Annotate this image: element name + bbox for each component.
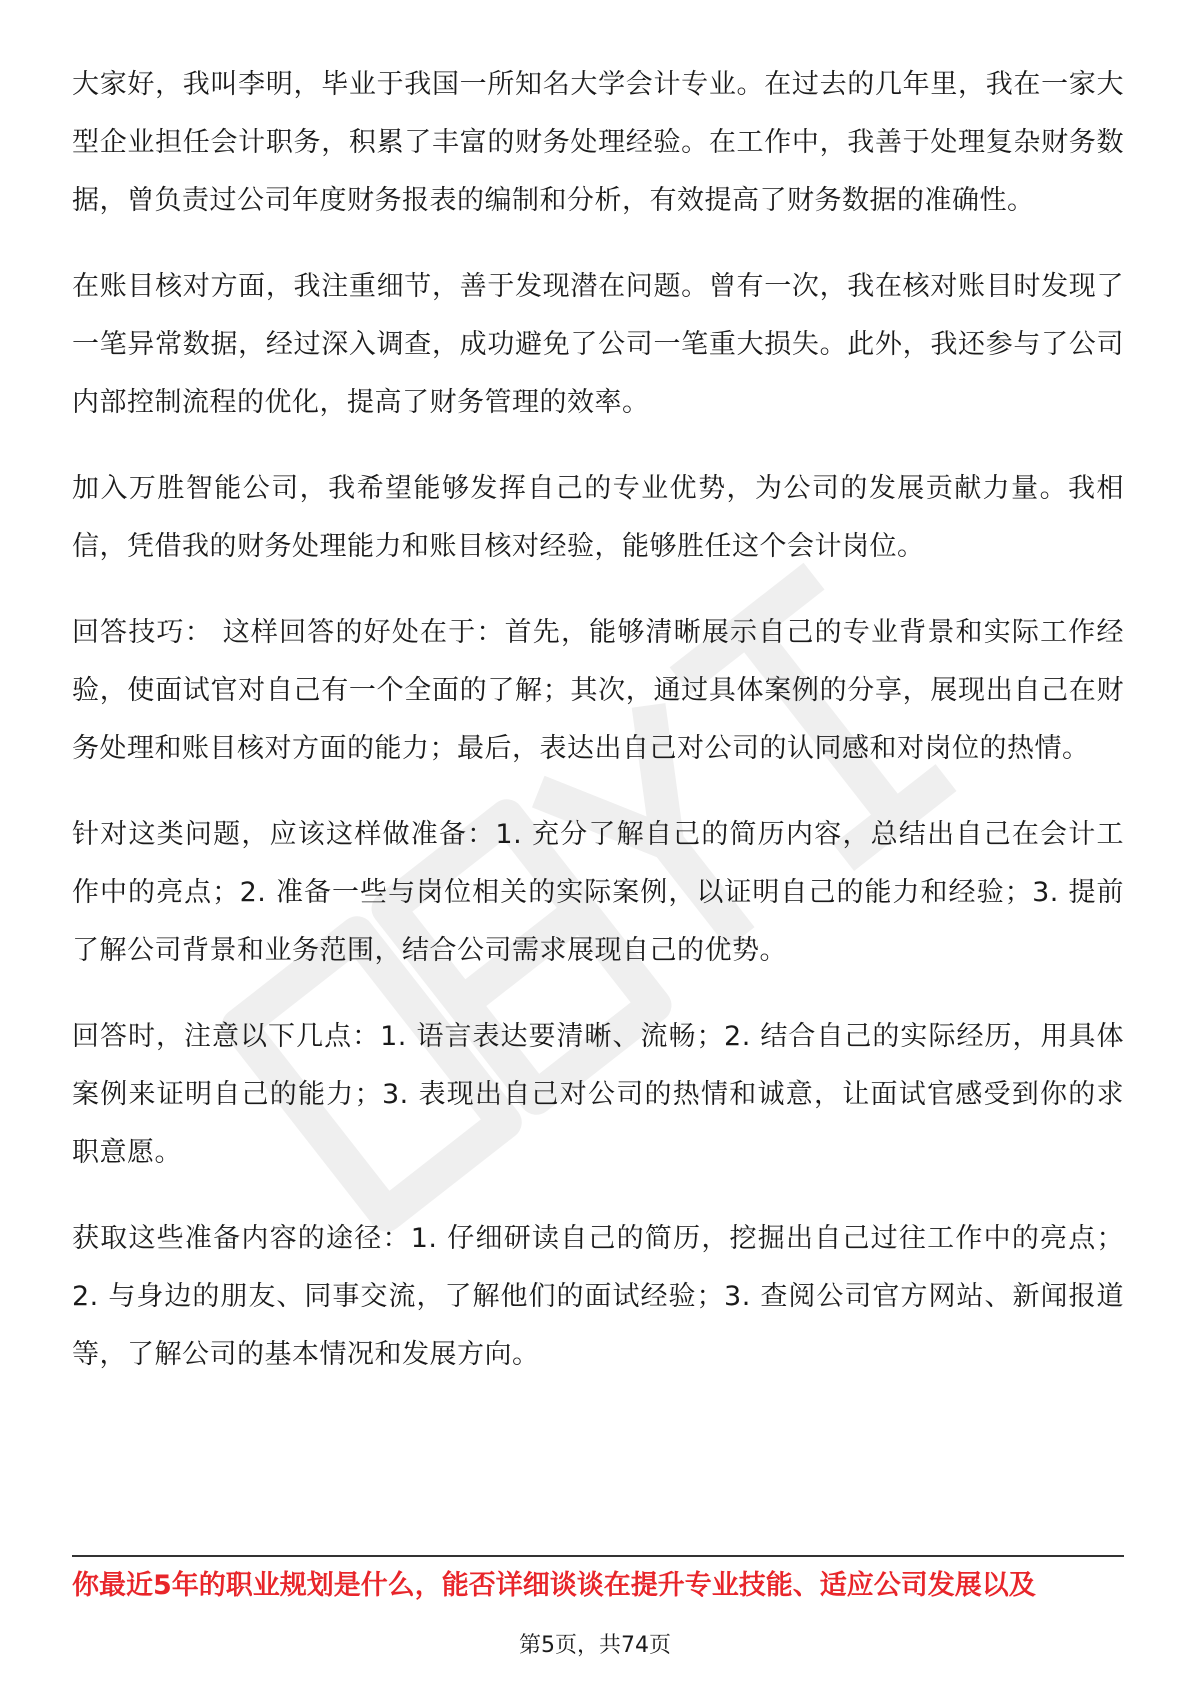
next-question-heading: 你最近5年的职业规划是什么，能否详细谈谈在提升专业技能、适应公司发展以及 xyxy=(72,1570,1036,1601)
article-body xyxy=(72,56,1124,1412)
paragraph-join-company: 加入万胜智能公司，我希望能够发挥自己的专业优势，为公司的发展贡献力量。我相信，凭借我的财务处理能力和账目核对经验，能够胜任这个会计岗位。 xyxy=(72,473,1124,562)
page-number: 第5页，共74页 xyxy=(519,1633,671,1658)
paragraph-answer-tips: 回答技巧： 这样回答的好处在于：首先，能够清晰展示自己的专业背景和实际工作经验，使面试官对自己有一个全面的了解；其次，通过具体案例的分享，展现出自己在财务处理和账目核对方面的能力；最后，表达出自己对公司的认同感和对岗位的热情。 xyxy=(72,617,1124,764)
paragraph-account-check: 在账目核对方面，我注重细节，善于发现潜在问题。曾有一次，我在核对账目时发现了一笔异常数据，经过深入调查，成功避免了公司一笔重大损失。此外，我还参与了公司内部控制流程的优化，提高了财务管理的效率。 xyxy=(72,271,1124,418)
paragraph-answer-notes: 回答时，注意以下几点：1. 语言表达要清晰、流畅；2. 结合自己的实际经历，用具体案例来证明自己的能力；3. 表现出自己对公司的热情和诚意，让面试官感受到你的求职意愿。 xyxy=(72,1021,1124,1168)
paragraph-intro: 大家好，我叫李明，毕业于我国一所知名大学会计专业。在过去的几年里，我在一家大型企业担任会计职务，积累了丰富的财务处理经验。在工作中，我善于处理复杂财务数据，曾负责过公司年度财务报表的编制和分析，有效提高了财务数据的准确性。 xyxy=(72,69,1124,216)
paragraph-sources: 获取这些准备内容的途径：1. 仔细研读自己的简历，挖掘出自己过往工作中的亮点；2. 与身边的朋友、同事交流，了解他们的面试经验；3. 查阅公司官方网站、新闻报道等，了解公司的基本情况和发展方向。 xyxy=(72,1223,1124,1370)
section-divider xyxy=(72,1555,1124,1557)
paragraph-preparation: 针对这类问题，应该这样做准备：1. 充分了解自己的简历内容，总结出自己在会计工作中的亮点；2. 准备一些与岗位相关的实际案例，以证明自己的能力和经验；3. 提前了解公司背景和业务范围，结合公司需求展现自己的优势。 xyxy=(72,819,1124,966)
